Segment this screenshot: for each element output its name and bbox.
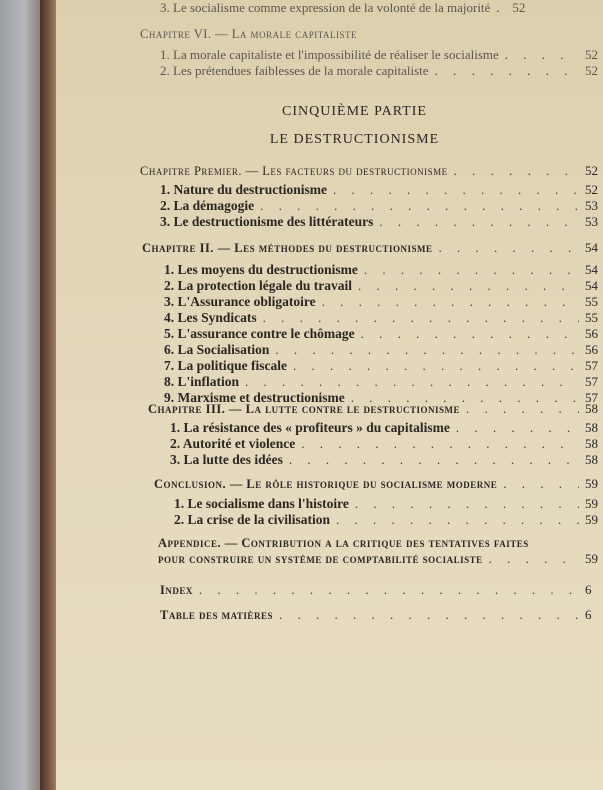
appendix-page: 59 <box>585 551 598 566</box>
toc-entry <box>56 326 603 342</box>
entry-number: 1. <box>164 262 175 277</box>
toc-entry <box>56 420 603 436</box>
appendix-continuation: pour construire un système de comptabilité socialiste <box>158 552 483 566</box>
leader-dots <box>435 63 579 79</box>
entry-page: 55 <box>585 294 598 309</box>
entry-label: La lutte des idées <box>183 452 283 467</box>
leader-dots <box>439 240 579 256</box>
entry-label: La politique fiscale <box>177 358 288 373</box>
leader-dots <box>454 163 579 179</box>
toc-entry <box>56 0 603 16</box>
entry-page: 59 <box>585 512 598 527</box>
entry-label: Le socialisme comme expression de la volonté de la majorité <box>173 0 491 15</box>
entry-number: 3. <box>170 452 181 467</box>
chapter-heading <box>56 476 603 492</box>
toc-entry <box>56 358 603 374</box>
entry-number: 3. <box>160 214 171 229</box>
entry-page: 58 <box>585 436 598 451</box>
entry-page: 59 <box>585 496 598 511</box>
appendix-heading: Appendice. — Contribution a la critique des tentatives faites <box>158 536 529 550</box>
entry-page: 56 <box>585 342 598 357</box>
toc-entry <box>56 310 603 326</box>
entry-label: Marxisme et destructionisme <box>177 390 345 405</box>
entry-page: 54 <box>585 278 598 293</box>
appendix-entry <box>56 551 603 567</box>
entry-label: La démagogie <box>173 198 255 213</box>
entry-number: 6. <box>164 342 175 357</box>
chapter-title: Chapitre III. — La lutte contre le destructionisme <box>148 402 461 416</box>
chapter-heading <box>56 401 603 417</box>
chapter-title: Conclusion. — Le rôle historique du socialisme moderne <box>154 477 498 491</box>
toc-entry <box>56 182 603 198</box>
chapter-title: Chapitre Premier. — Les facteurs du destructionisme <box>140 164 448 178</box>
index-title: Index <box>160 583 193 597</box>
leader-dots <box>275 342 579 358</box>
leader-dots <box>289 452 579 468</box>
entry-number: 2. <box>164 278 175 293</box>
leader-dots <box>301 436 579 452</box>
entry-number: 3. <box>164 294 175 309</box>
toc-entry <box>56 512 603 528</box>
leader-dots <box>379 214 579 230</box>
leader-dots <box>245 374 579 390</box>
background-edge <box>0 0 40 790</box>
part-subtitle: LE DESTRUCTIONISME <box>269 132 440 147</box>
toc-entry <box>56 214 603 230</box>
entry-number: 1. <box>160 47 170 62</box>
entry-label: La Socialisation <box>177 342 270 357</box>
toc-entry <box>56 262 603 278</box>
book-page <box>56 0 603 790</box>
entry-label: Les moyens du destructionisme <box>177 262 358 277</box>
entry-label: Le destructionisme des littérateurs <box>173 214 374 229</box>
entry-number: 1. <box>170 420 181 435</box>
entry-number: 9. <box>164 390 175 405</box>
toc-title-entry <box>56 607 603 623</box>
entry-page: 57 <box>585 390 598 405</box>
entry-label: La crise de la civilisation <box>187 512 330 527</box>
entry-label: Le socialisme dans l'histoire <box>187 496 349 511</box>
leader-dots <box>355 496 579 512</box>
leader-dots <box>364 262 579 278</box>
chapter-heading <box>56 163 603 179</box>
toc-entry <box>56 47 603 63</box>
entry-page: 52 <box>585 63 598 78</box>
entry-label: L'inflation <box>177 374 240 389</box>
chapter-page: 58 <box>585 401 598 416</box>
entry-number: 2. <box>160 198 171 213</box>
toc-entry <box>56 374 603 390</box>
part-title: CINQUIÈME PARTIE <box>282 104 427 119</box>
leader-dots <box>503 476 579 492</box>
entry-number: 7. <box>164 358 175 373</box>
chapter-page: 54 <box>585 240 598 255</box>
entry-number: 5. <box>164 326 175 341</box>
leader-dots <box>489 551 579 567</box>
entry-label: L'assurance contre le chômage <box>177 326 355 341</box>
toc-entry <box>56 436 603 452</box>
entry-label: Les prétendues faiblesses de la morale capitaliste <box>173 63 429 78</box>
entry-label: Autorité et violence <box>182 436 296 451</box>
entry-label: Nature du destructionisme <box>173 182 327 197</box>
entry-page: 54 <box>585 262 598 277</box>
leader-dots <box>361 326 579 342</box>
leader-dots <box>293 358 579 374</box>
entry-number: 1. <box>174 496 185 511</box>
entry-label: La morale capitaliste et l'impossibilité de réaliser le socialisme <box>173 47 499 62</box>
leader-dots <box>279 607 579 623</box>
toc-page: 6 <box>585 607 592 622</box>
entry-number: 8. <box>164 374 175 389</box>
leader-dots <box>199 582 579 598</box>
leader-dots <box>505 47 579 63</box>
chapter-heading <box>56 240 603 256</box>
entry-page: 52 <box>585 47 598 62</box>
entry-page: 58 <box>585 420 598 435</box>
entry-page: 55 <box>585 310 598 325</box>
entry-number: 2. <box>174 512 185 527</box>
entry-label: Les Syndicats <box>177 310 257 325</box>
toc-title: Table des matières <box>160 608 273 622</box>
entry-page: 52 <box>512 0 526 15</box>
toc-entry <box>56 278 603 294</box>
leader-dots <box>466 401 579 417</box>
leader-dots <box>496 0 506 16</box>
chapter-title: Chapitre II. — Les méthodes du destructionisme <box>142 241 433 255</box>
entry-page: 53 <box>585 214 598 229</box>
toc-entry <box>56 63 603 79</box>
entry-label: L'Assurance obligatoire <box>177 294 316 309</box>
entry-number: 2. <box>170 436 181 451</box>
entry-page: 53 <box>585 198 598 213</box>
leader-dots <box>358 278 579 294</box>
entry-page: 58 <box>585 452 598 467</box>
leader-dots <box>456 420 579 436</box>
entry-label: La protection légale du travail <box>177 278 352 293</box>
chapter-heading: Chapitre VI. — La morale capitaliste <box>140 27 357 41</box>
toc-entry <box>56 496 603 512</box>
entry-number: 2. <box>160 63 170 78</box>
toc-entry <box>56 342 603 358</box>
entry-number: 4. <box>164 310 175 325</box>
entry-page: 56 <box>585 326 598 341</box>
leader-dots <box>333 182 579 198</box>
entry-label: La résistance des « profiteurs » du capitalisme <box>183 420 450 435</box>
toc-entry <box>56 452 603 468</box>
leader-dots <box>322 294 579 310</box>
chapter-page: 52 <box>585 163 598 178</box>
leader-dots <box>263 310 579 326</box>
toc-entry <box>56 294 603 310</box>
entry-page: 57 <box>585 358 598 373</box>
toc-entry <box>56 198 603 214</box>
leader-dots <box>260 198 579 214</box>
leader-dots <box>336 512 579 528</box>
chapter-page: 59 <box>585 476 598 491</box>
index-entry <box>56 582 603 598</box>
entry-number: 1. <box>160 182 171 197</box>
entry-page: 52 <box>585 182 598 197</box>
entry-page: 57 <box>585 374 598 389</box>
index-page: 6 <box>585 582 592 597</box>
entry-number: 3. <box>160 0 170 15</box>
